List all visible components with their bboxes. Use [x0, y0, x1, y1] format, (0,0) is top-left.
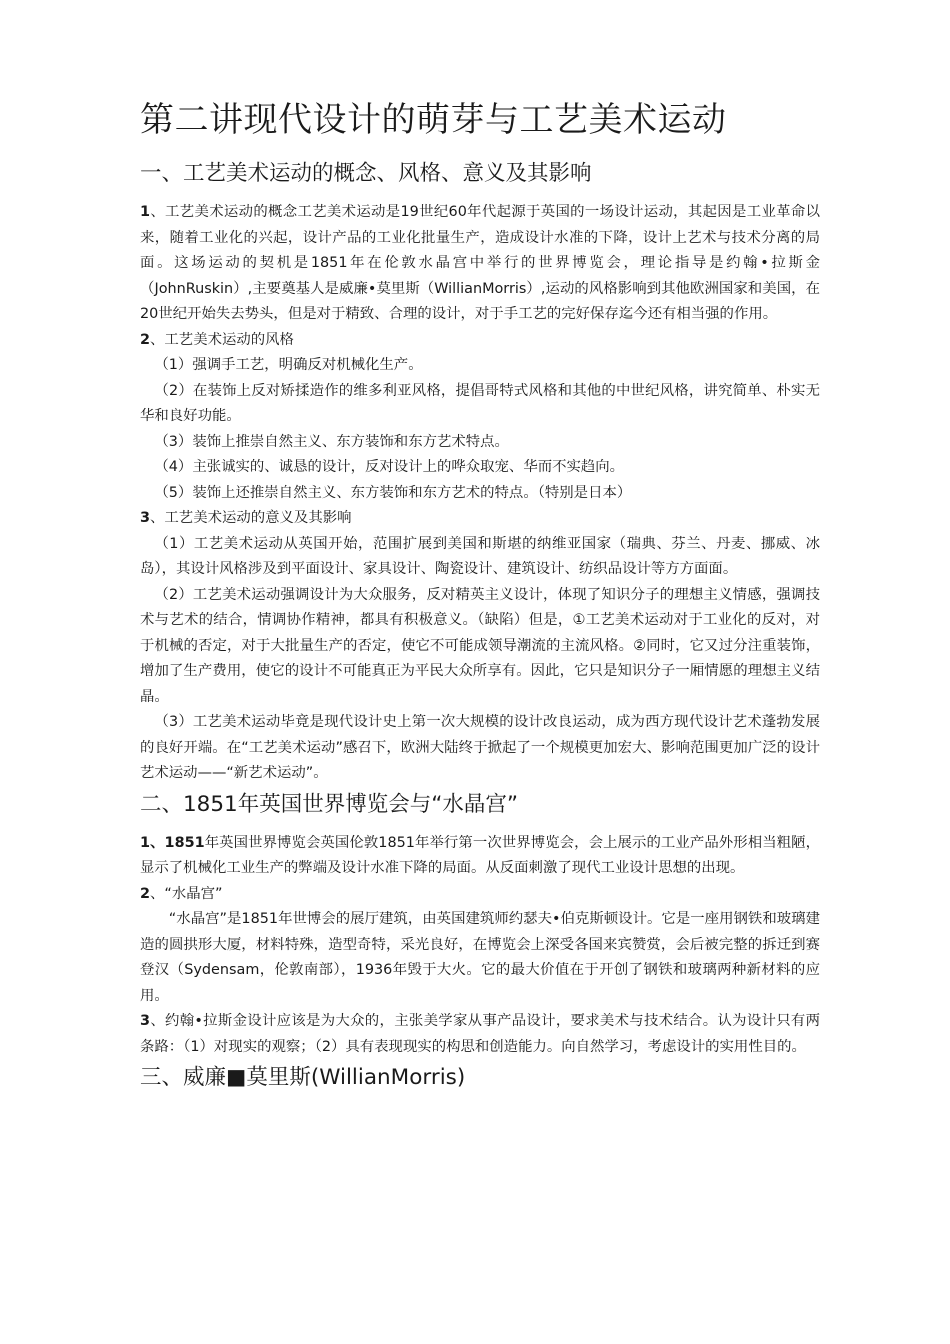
style-item: （3）装饰上推崇自然主义、东方装饰和东方艺术特点。 [154, 433, 509, 450]
style-item: （1）强调手工艺，明确反对机械化生产。 [154, 357, 423, 373]
meaning-item: （1）工艺美术运动从英国开始，范围扩展到美国和斯堪的纳维亚国家（瑞典、芬兰、丹麦、挪威、冰岛），其设计风格涉及到平面设计、家具设计、陶瓷设计、建筑设计、纺织品设计等方方面面。 [140, 535, 820, 577]
section-1-paragraph-3 [140, 506, 820, 532]
paragraph-year: 、1851 [150, 834, 205, 851]
meaning-item: （3）工艺美术运动毕竟是现代设计史上第一次大规模的设计改良运动，成为西方现代设计艺术蓬勃发展的良好开端。在“工艺美术运动”感召下，欧洲大陆终于掀起了一个规模更加宏大、影响范围更加广泛的设计艺术运动——“新艺术运动”。 [140, 714, 820, 781]
paragraph-number: 1 [140, 834, 151, 851]
paragraph-text: 、“水晶宫” [150, 885, 223, 902]
paragraph-text: 年英国世界博览会英国伦敦1851年举行第一次世界博览会，会上展示的工业产品外形相当粗陋，显示了机械化工业生产的弊端及设计水准下降的局面。从反面刺激了现代工业设计思想的出现。 [140, 834, 820, 876]
section-1-heading: 一、工艺美术运动的概念、风格、意义及其影响 [140, 161, 592, 186]
section-1-paragraph-2 [140, 328, 820, 354]
paragraph-number: 2 [140, 885, 151, 902]
section-2-heading: 二、1851年英国世界博览会与“水晶宫” [140, 791, 518, 817]
paragraph-number: 2 [140, 331, 151, 348]
page-title: 第二讲现代设计的萌芽与工艺美术运动 [140, 100, 727, 140]
paragraph-text: 、工艺美术运动的意义及其影响 [150, 510, 352, 526]
section-3-heading: 三、威廉■莫里斯(WillianMorris) [140, 1065, 466, 1090]
section-2-paragraph-3 [140, 1009, 820, 1060]
section-1-paragraph-1 [140, 200, 820, 328]
paragraph-text: 、约翰•拉斯金设计应该是为大众的，主张美学家从事产品设计，要求美术与技术结合。认为设计只有两条路：（1）对现实的观察；（2）具有表现现实的构思和创造能力。向自然学习，考虑设计的实用性目的。 [140, 1013, 820, 1055]
section-2-paragraph-1 [140, 831, 820, 882]
paragraph-text: 、工艺美术运动的概念工艺美术运动是19世纪60年代起源于英国的一场设计运动，其起因是工业革命以来，随着工业化的兴起，设计产品的工业化批量生产，造成设计水准的下降，设计上艺术与技术分离的局面。这场运动的契机是1851年在伦敦水晶宫中举行的世界博览会，理论指导是约翰•拉斯金（JohnRuskin）,主要奠基人是威廉•莫里斯（WillianMorris）,运动的风格影响到其他欧洲国家和美国，在20世纪开始失去势头，但是对于精致、合理的设计，对于手工艺的完好保存迄今还有相当强的作用。 [140, 204, 820, 322]
paragraph-number: 3 [140, 510, 151, 526]
paragraph-number: 3 [140, 1013, 151, 1029]
paragraph-text: 、工艺美术运动的风格 [150, 331, 294, 348]
document-page [140, 96, 820, 1104]
paragraph-number: 1 [140, 204, 151, 220]
meaning-item: （2）工艺美术运动强调设计为大众服务，反对精英主义设计，体现了知识分子的理想主义情感，强调技术与艺术的结合，情调协作精神，都具有积极意义。（缺陷）但是，①工艺美术运动对于工业化的反对，对于机械的否定，对于大批量生产的否定，使它不可能成领导潮流的主流风格。②同时，它又过分注重装饰，增加了生产费用，使它的设计不可能真正为平民大众所享有。因此，它只是知识分子一厢情愿的理想主义结晶。 [140, 586, 820, 705]
section-2-paragraph-2 [140, 882, 820, 908]
style-item: （4）主张诚实的、诚恳的设计，反对设计上的哗众取宠、华而不实趋向。 [154, 459, 625, 475]
style-item: （5）装饰上还推崇自然主义、东方装饰和东方艺术的特点。（特别是日本） [154, 484, 632, 501]
style-item: （2）在装饰上反对矫揉造作的维多利亚风格，提倡哥特式风格和其他的中世纪风格，讲究简单、朴实无华和良好功能。 [140, 382, 820, 424]
crystal-palace-paragraph: “水晶宫”是1851年世博会的展厅建筑，由英国建筑师约瑟夫•伯克斯顿设计。它是一座用钢铁和玻璃建造的圆拱形大厦，材料特殊，造型奇特，采光良好，在博览会上深受各国来宾赞赏，会后被完整的拆迁到赛登汉（Sydensam，伦敦南部），1936年毁于大火。它的最大价值在于开创了钢铁和玻璃两种新材料的应用。 [140, 911, 820, 1004]
